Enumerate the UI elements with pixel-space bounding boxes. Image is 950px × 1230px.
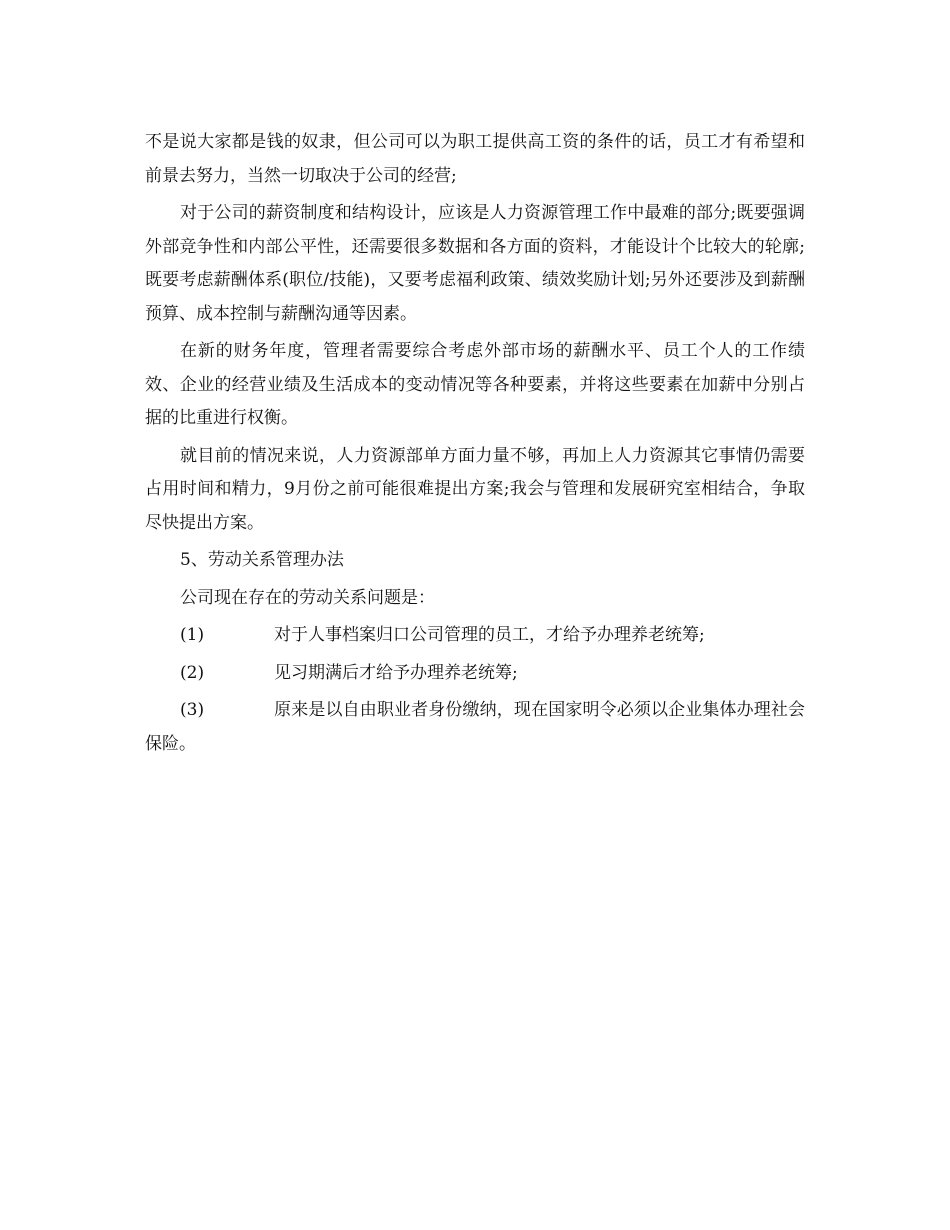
- list-item-number: (2): [180, 662, 205, 683]
- document-body: [145, 126, 805, 765]
- paragraph: 就目前的情况来说，人力资源部单方面力量不够，再加上人力资源其它事情仍需要占用时间和精力，9月份之前可能很难提出方案;我会与管理和发展研究室相结合，争取尽快提出方案。: [145, 445, 805, 533]
- list-item: [145, 694, 805, 761]
- list-item-text: 原来是以自由职业者身份缴纳，现在国家明令必须以企业集体办理社会保险。: [145, 700, 805, 754]
- list-item-number: (1): [180, 625, 205, 645]
- list-item-text: 见习期满后才给予办理养老统筹;: [274, 662, 518, 683]
- list-item: [145, 657, 805, 691]
- section-intro: 公司现在存在的劳动关系问题是：: [180, 587, 435, 608]
- list-item-text: 对于人事档案归口公司管理的员工，才给予办理养老统筹;: [274, 625, 705, 645]
- paragraph: 不是说大家都是钱的奴隶，但公司可以为职工提供高工资的条件的话，员工才有希望和前景去努力，当然一切取决于公司的经营;: [145, 132, 805, 186]
- paragraph: 在新的财务年度，管理者需要综合考虑外部市场的薪酬水平、员工个人的工作绩效、企业的经营业绩及生活成本的变动情况等各种要素，并将这些要素在加薪中分别占据的比重进行权衡。: [145, 341, 805, 428]
- list-item-number: (3): [180, 700, 205, 720]
- list-item: [145, 619, 805, 653]
- paragraph: 对于公司的薪资制度和结构设计，应该是人力资源管理工作中最难的部分;既要强调外部竞争性和内部公平性，还需要很多数据和各方面的资料，才能设计个比较大的轮廓;既要考虑薪酬体系(职位/技能)，又要考虑福利政策、绩效奖励计划;另外还要涉及到薪酬预算、成本控制与薪酬沟通等因素。: [145, 203, 805, 324]
- section-heading: 5、劳动关系管理办法: [180, 550, 344, 570]
